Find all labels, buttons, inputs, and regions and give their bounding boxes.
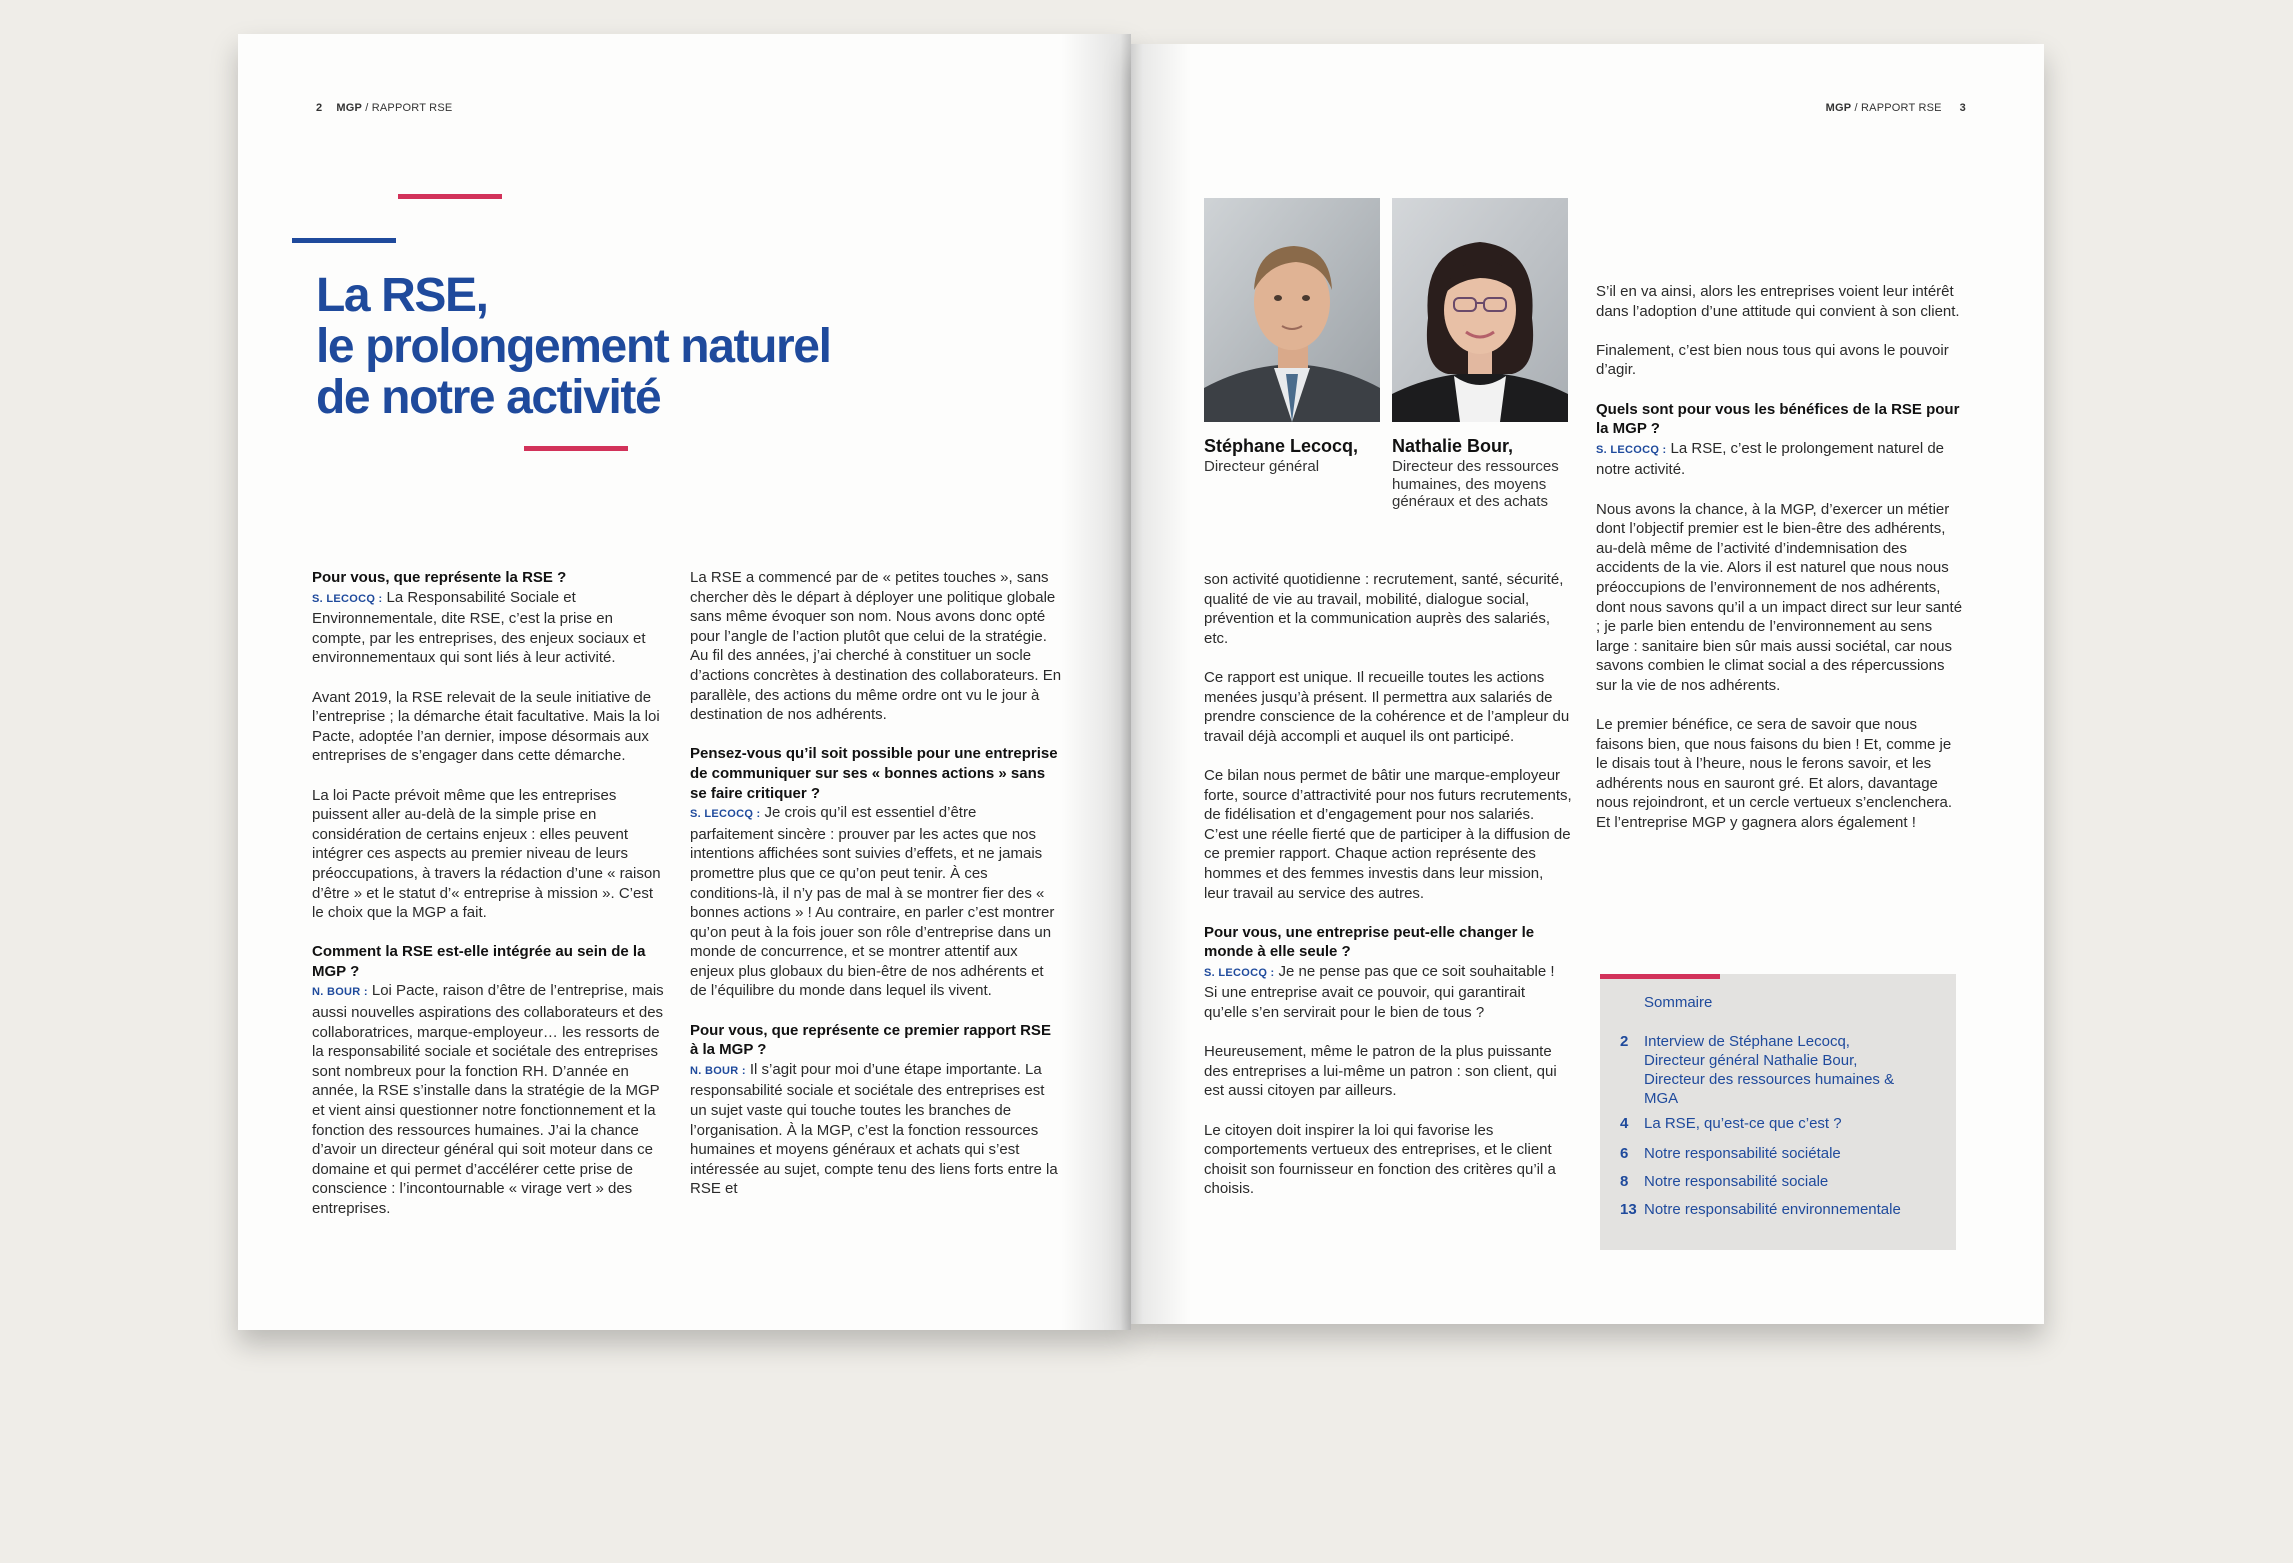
portrait-nathalie-bour: [1392, 198, 1568, 422]
left-page: [238, 34, 1131, 1330]
body-paragraph: [690, 1060, 1062, 1199]
body-paragraph: [1596, 439, 1966, 480]
speaker-label: S. LECOCQ :: [312, 592, 383, 605]
paragraph-text: Le citoyen doit inspirer la loi qui favorise les comportements vertueux des entreprises, et le client choisit son fournisseur en fonction des critères qu’il a choisis.: [1204, 1121, 1556, 1198]
toc-accent-bar: [1600, 974, 1720, 979]
folio-left: [316, 102, 452, 114]
body-paragraph: [1596, 500, 1966, 696]
interview-question: Pour vous, que représente ce premier rapport RSE à la MGP ?: [690, 1021, 1051, 1059]
person-name: Stéphane Lecocq,: [1204, 436, 1359, 456]
paragraph-text: Je crois qu’il est essentiel d’être parfaitement sincère : prouver par les actes que nos intentions affichées sont suivies d’effets, et ne jamais promettre plus que ce qu’on peut tenir. À ces conditions-là, il n’y pas de mal à se montrer fier des « bonnes actions » ! Au contraire, en parler c’est montrer qu’on peut à la fois jouer son rôle d’entreprise dans un monde de concurrence, et se montrer attentif aux enjeux plus globaux du bien-être de nos adhérents et de l’équilibre du monde dans lequel ils vivent.: [690, 804, 1055, 1000]
page-number: 2: [316, 102, 323, 114]
interview-question: Comment la RSE est-elle intégrée au sein de la MGP ?: [312, 943, 646, 980]
paragraph-text: Je ne pense pas que ce soit souhaitable ! Si une entreprise avait ce pouvoir, qui garantirait qu’elle s’en servirait pour le bien de tous ?: [1204, 962, 1555, 1022]
toc-entry-text: Notre responsabilité sociétale: [1644, 1145, 1841, 1162]
text-column-1: [312, 568, 666, 1238]
speaker-label: S. LECOCQ :: [690, 808, 761, 821]
toc-item: [1620, 1200, 1920, 1219]
accent-bar-red: [524, 446, 628, 451]
title-line: le prolongement naturel: [316, 320, 831, 373]
portrait-stephane-lecocq: [1204, 198, 1380, 422]
paragraph-text: Loi Pacte, raison d’être de l’entreprise, mais aussi nouvelles aspirations des collaborateurs et des collaboratrices, marque-employeur… les ressorts de la responsabilité sociale et sociétale des entreprises sont nombreux pour la fonction RH. D’année en année, la RSE s’installe dans la stratégie de la MGP et vient ainsi questionner notre fonctionnement et la fonction des ressources humaines. J’ai la chance d’avoir un directeur général qui soit moteur dans ce domaine et qui permet d’accélérer cette prise de conscience : l’incontournable « virage vert » des entreprises.: [312, 982, 664, 1217]
toc-page-number: 2: [1620, 1033, 1629, 1050]
gutter-shadow: [1131, 44, 1191, 1324]
paragraph-text: Heureusement, même le patron de la plus puissante des entreprises a lui-même un patron : son client, qui est aussi citoyen par ailleurs.: [1204, 1043, 1557, 1100]
portrait-photo: [1392, 198, 1568, 422]
toc-page-number: 4: [1620, 1115, 1629, 1132]
paragraph-text: Ce rapport est unique. Il recueille toutes les actions menées jusqu’à présent. Il permettra aux salariés de prendre conscience de la cohérence et de l’ampleur du travail déjà accompli et auquel ils ont participé.: [1204, 668, 1570, 745]
toc-page-number: 8: [1620, 1173, 1629, 1190]
paragraph-text: La RSE a commencé par de « petites touches », sans chercher dès le départ à déployer une politique globale sans même évoquer son nom. Nous avons donc opté pour l’angle de l’action plutôt que celui de la stratégie. Au fil des années, j’ai cherché à constituer un socle d’actions concrètes à destination des collaborateurs. En parallèle, des actions du même ordre ont vu le jour à destination de nos adhérents.: [690, 569, 1062, 724]
body-paragraph: [1596, 715, 1966, 833]
body-paragraph: [690, 803, 1062, 1001]
paragraph-text: Finalement, c’est bien nous tous qui avons le pouvoir d’agir.: [1596, 341, 1949, 379]
title-line: de notre activité: [316, 371, 661, 424]
paragraph-text: Nous avons la chance, à la MGP, d’exercer un métier dont l’objectif premier est le bien-être des adhérents, au-delà même de l’activité d’indemnisation des accidents de la vie. Alors il est naturel que nous nous préoccupions de l’environnement de nos adhérents, dont nous savons qu’il a un impact direct sur leur santé ; je parle bien entendu de l’environnement au sens large : sanitaire bien sûr mais aussi sociétal, car nous savons combien le climat social a des répercussions sur la vie de nos adhérents.: [1596, 500, 1963, 694]
toc-entry-text: La RSE, qu’est-ce que c’est ?: [1644, 1115, 1842, 1132]
toc-page-number: 13: [1620, 1201, 1637, 1218]
speaker-label: S. LECOCQ :: [1596, 443, 1667, 456]
person-role: Directeur général: [1204, 458, 1320, 475]
folio-brand: MGP: [1825, 102, 1852, 114]
body-paragraph: [312, 688, 666, 766]
body-paragraph: [312, 981, 666, 1218]
paragraph-text: son activité quotidienne : recrutement, santé, sécurité, qualité de vie au travail, mobilité, dialogue social, prévention et la communication auprès des salariés, etc.: [1204, 571, 1564, 647]
magazine-spread: [238, 34, 2044, 1330]
body-paragraph: [1596, 341, 1966, 380]
folio-section: / RAPPORT RSE: [361, 102, 453, 114]
toc-item: [1620, 1172, 1920, 1191]
body-paragraph: [1204, 1121, 1572, 1199]
person-role: Directeur des ressources humaines, des moyens généraux et des achats: [1392, 458, 1559, 510]
interview-question: Pensez-vous qu’il soit possible pour une entreprise de communiquer sur ses « bonnes actions » sans se faire critiquer ?: [690, 745, 1058, 802]
folio-brand: MGP: [336, 102, 362, 114]
text-column-3: [1204, 570, 1572, 1219]
text-column-2: [690, 568, 1062, 1219]
interview-question: Pour vous, que représente la RSE ?: [312, 569, 567, 586]
body-paragraph: [312, 786, 666, 923]
toc-item: [1620, 1114, 1920, 1133]
body-paragraph: [1204, 766, 1572, 903]
paragraph-text: Ce bilan nous permet de bâtir une marque-employeur forte, source d’attractivité pour nos futurs recrutements, de fidélisation et d’engagement pour nos salariés. C’est une réelle fierté que de participer à la diffusion de ce premier rapport. Chaque action représente des hommes et des femmes investis dans leur mission, leur travail au service des autres.: [1204, 766, 1572, 902]
body-paragraph: [1204, 570, 1572, 648]
accent-bar-red: [398, 194, 502, 199]
folio-right: [1826, 102, 1966, 114]
text-column-4: [1596, 282, 1966, 852]
body-paragraph: [1596, 282, 1966, 321]
paragraph-text: La Responsabilité Sociale et Environnementale, dite RSE, c’est la prise en compte, par les entreprises, des enjeux sociaux et environnementaux qui sont liés à leur activité.: [312, 588, 646, 667]
body-paragraph: [690, 568, 1062, 725]
page-number: 3: [1959, 102, 1966, 114]
toc-title: Sommaire: [1644, 994, 1713, 1011]
toc-entry-text: Interview de Stéphane Lecocq, Directeur général Nathalie Bour, Directeur des ressources humaines & MGA: [1644, 1033, 1895, 1107]
paragraph-text: Il s’agit pour moi d’une étape importante. La responsabilité sociale et sociétale des entreprises est un sujet vaste qui touche toutes les branches de l’organisation. À la MGP, c’est la fonction ressources humaines et moyens généraux et achats qui s’est intéressée au sujet, compte tenu des liens forts entre la RSE et: [690, 1060, 1058, 1198]
body-paragraph: [1204, 962, 1572, 1023]
paragraph-text: La RSE, c’est le prolongement naturel de notre activité.: [1596, 439, 1945, 479]
paragraph-text: Avant 2019, la RSE relevait de la seule initiative de l’entreprise ; la démarche était facultative. Mais la loi Pacte, adoptée l’an dernier, impose désormais aux entreprises de s’engager dans cette démarche.: [312, 688, 660, 765]
accent-bar-blue: [292, 238, 396, 243]
speaker-label: N. BOUR :: [312, 986, 368, 999]
toc-entry-text: Notre responsabilité sociale: [1644, 1173, 1829, 1190]
body-paragraph: [1204, 668, 1572, 746]
toc-page-number: 6: [1620, 1145, 1629, 1162]
page-title: [316, 270, 936, 423]
paragraph-text: S’il en va ainsi, alors les entreprises voient leur intérêt dans l’adoption d’une attitude qui convient à son client.: [1596, 283, 1960, 320]
speaker-label: S. LECOCQ :: [1204, 966, 1275, 979]
portrait-photo: [1204, 198, 1380, 422]
title-line: La RSE,: [316, 269, 488, 322]
person-name: Nathalie Bour,: [1392, 436, 1514, 456]
gutter-shadow: [1061, 34, 1131, 1330]
paragraph-text: La loi Pacte prévoit même que les entreprises puissent aller au-delà de la simple prise en considération de certains enjeux : elles peuvent intégrer ces aspects au premier niveau de leurs préoccupations, à travers la rédaction d’une « raison d’être » et le statut d’« entreprise à mission ». C’est le choix que la MGP a fait.: [312, 786, 661, 922]
paragraph-text: Le premier bénéfice, ce sera de savoir que nous faisons bien, que nous faisons du bien ! Et, comme je le disais tout à l’heure, nous le ferons savoir, et les adhérents nous en sauront gré. Et alors, davantage nous rejoindront, et un cercle vertueux s’enclenchera. Et l’entreprise MGP y gagnera alors également !: [1596, 716, 1953, 832]
interview-question: Pour vous, une entreprise peut-elle changer le monde à elle seule ?: [1204, 923, 1535, 961]
body-paragraph: [1204, 1042, 1572, 1101]
folio-section: / RAPPORT RSE: [1851, 102, 1942, 114]
interview-question: Quels sont pour vous les bénéfices de la RSE pour la MGP ?: [1596, 400, 1960, 438]
body-paragraph: [312, 588, 666, 668]
speaker-label: N. BOUR :: [690, 1064, 746, 1077]
toc-item: [1620, 1144, 1920, 1163]
toc-entry-text: Notre responsabilité environnementale: [1644, 1201, 1901, 1218]
toc-item: [1620, 1032, 1920, 1108]
